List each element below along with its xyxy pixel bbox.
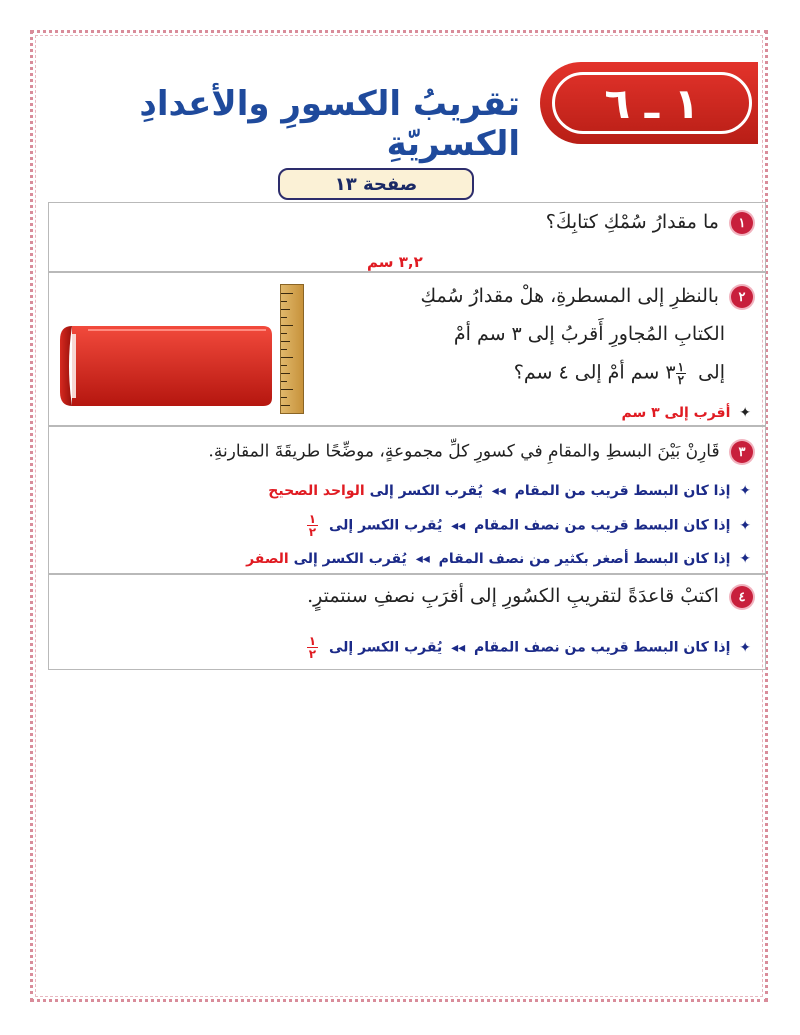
bullet-result: يُقرب الكسر إلى — [328, 517, 443, 534]
star-icon: ✦ — [739, 405, 751, 421]
bullet-3 — [246, 551, 751, 567]
star-icon: ✦ — [739, 551, 751, 567]
lesson-title: تقريبُ الكسورِ والأعدادِ الكسريّةِ — [139, 84, 520, 164]
question-3-section — [48, 426, 766, 574]
question-2-line2: الكتابِ المُجاورِ أَقربُ إلى ٣ سم أمْ — [453, 323, 725, 345]
question-4 — [307, 585, 753, 608]
bullet-2 — [307, 513, 751, 538]
answer-1: ٣,٢ سم — [367, 253, 423, 271]
fraction-half — [307, 635, 318, 660]
star-icon: ✦ — [739, 517, 751, 534]
fraction-half — [307, 513, 318, 538]
fraction-denominator: ٢ — [308, 525, 317, 539]
lesson-number: ١ ـ ٦ — [604, 78, 700, 128]
question-1 — [546, 211, 753, 234]
question-1-section — [48, 202, 766, 272]
star-icon: ✦ — [739, 639, 751, 656]
bullet-highlight: الصفر — [246, 551, 289, 567]
bullet-highlight: الواحد الصحيح — [268, 483, 365, 499]
fraction-numerator: ١ — [677, 360, 685, 374]
bullet-condition: إذا كان البسط قريب من نصف المقام — [474, 517, 731, 534]
bullet-1 — [268, 483, 751, 499]
mixed-whole: ٣ — [665, 361, 676, 384]
question-3 — [208, 441, 753, 463]
ruler-icon — [280, 284, 304, 414]
book-icon — [58, 320, 273, 408]
double-arrow-icon: ◂◂ — [451, 517, 466, 534]
bullet-condition: إذا كان البسط أصغر بكثير من نصف المقام — [438, 551, 731, 567]
answer-text: أقرب إلى ٣ سم — [621, 405, 731, 421]
question-text: ما مقدارُ سُمْكِ كتابِكَ؟ — [545, 211, 719, 233]
page-tag: صفحة ١٣ — [278, 168, 474, 200]
answer-2 — [622, 405, 752, 421]
bullet-result: يُقرب الكسر إلى — [328, 639, 443, 656]
bullet-result: يُقرب الكسر إلى — [369, 483, 483, 499]
question-number-badge: ٢ — [731, 286, 753, 308]
question-number-badge: ١ — [731, 212, 753, 234]
fraction-denominator: ٢ — [677, 373, 685, 387]
question-2-line1 — [420, 285, 753, 308]
double-arrow-icon: ◂◂ — [451, 639, 466, 656]
lesson-badge-frame — [552, 72, 752, 134]
fraction-denominator: ٢ — [308, 647, 317, 661]
question-text: بالنظرِ إلى المسطرةِ، هلْ مقدارُ سُمكِ — [420, 285, 719, 307]
question-number-badge: ٣ — [731, 441, 753, 463]
fraction — [676, 361, 686, 386]
bullet-q4 — [307, 635, 751, 660]
question-text: اكتبْ قاعدَةً لتقريبِ الكسُورِ إلى أقرَبِ نصفِ سنتمترٍ. — [307, 585, 719, 607]
bullet-result: يُقرب الكسر إلى — [293, 551, 407, 567]
question-text: إلى — [698, 361, 725, 384]
double-arrow-icon: ◂◂ — [491, 483, 506, 499]
bullet-condition: إذا كان البسط قريب من المقام — [514, 483, 731, 499]
question-2-line3 — [514, 361, 725, 386]
fraction-numerator: ١ — [308, 512, 317, 526]
double-arrow-icon: ◂◂ — [415, 551, 430, 567]
question-text: سم أمْ إلى ٤ سم؟ — [513, 361, 660, 384]
star-icon: ✦ — [739, 483, 751, 499]
question-4-section — [48, 574, 766, 670]
fraction-numerator: ١ — [308, 634, 317, 648]
question-number-badge: ٤ — [731, 586, 753, 608]
bullet-condition: إذا كان البسط قريب من نصف المقام — [474, 639, 731, 656]
question-text: قَارِنْ بَيْنَ البسطِ والمقامِ في كسورِ كلِّ مجموعةٍ، موضِّحًا طريقَةَ المقارنةِ. — [208, 441, 720, 462]
